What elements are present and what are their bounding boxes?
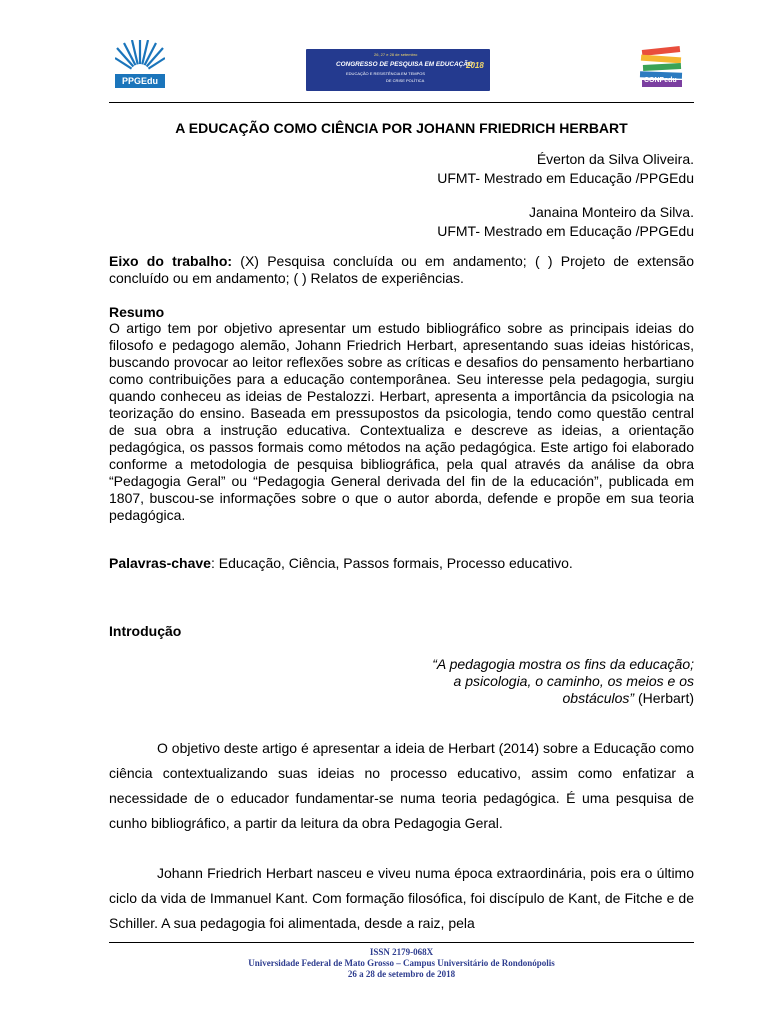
- header-divider: [109, 102, 694, 103]
- author-name: Janaina Monteiro da Silva.: [529, 204, 694, 220]
- footer-university: Universidade Federal de Mato Grosso – Campus Universitário de Rondonópolis: [248, 958, 555, 968]
- sunburst-icon: [115, 40, 165, 74]
- intro-paragraph-2: Johann Friedrich Herbart nasceu e viveu numa época extraordinária, pois era o último ciclo da vida de Immanuel Kant. Com formação filosófica, foi discípulo de Kant, de Fitche e de Schiller. A sua pedagogia foi alimentada, desde a raiz, pela: [109, 865, 694, 931]
- epigraph-line: a psicologia, o caminho, os meios e os: [453, 673, 694, 689]
- keywords-paragraph: [109, 555, 694, 572]
- banner-subtitle: EDUCAÇÃO E RESISTÊNCIA EM TEMPOS: [346, 71, 426, 76]
- author-name: Éverton da Silva Oliveira.: [536, 151, 694, 167]
- banner-title: CONGRESSO DE PESQUISA EM EDUCAÇÃO: [336, 61, 473, 68]
- keywords-text: : Educação, Ciência, Passos formais, Processo educativo.: [210, 555, 573, 571]
- paper-title: A EDUCAÇÃO COMO CIÊNCIA POR JOHANN FRIEDRICH HERBART: [175, 120, 628, 136]
- footer-divider: [109, 942, 694, 943]
- eixo-label: Eixo do trabalho:: [109, 253, 233, 269]
- footer-dates: 26 a 28 de setembro de 2018: [347, 969, 456, 979]
- author-affiliation: UFMT- Mestrado em Educação /PPGEdu: [437, 223, 694, 239]
- resumo-text: O artigo tem por objetivo apresentar um estudo bibliográfico sobre as principais ideias do filosofo e pedagogo alemão, Johann Friedrich Herbart, apresentando suas ideias históricas, buscando provocar ao leitor reflexões sobre as críticas e desafios do pensamento herbartiano como contribuições para a educação contemporânea. Seu interesse pela pedagogia, surgiu quando conheceu as ideias de Pestalozzi. Herbart, apresenta a importância da psicologia na teorização do ensino. Baseada em pressupostos da psicologia, tendo como questão central de sua obra a instrução educativa. Contextualiza e descreve as ideias, a orientação pedagógica, os passos formais como métodos na ação pedagógica. Este artigo foi elaborado conforme a metodologia de pesquisa bibliográfica, pela qual através da análise da obra “Pedagogia Geral” ou “Pedagogia General derivada del fin de la educación”, publicada em 1807, buscou-se informações sobre o que o autor aborda, defende e propõe em sua teoria pedagógica.: [109, 320, 694, 523]
- intro-heading: Introdução: [109, 623, 182, 639]
- banner-date: 26, 27 e 28 de setembro: [374, 52, 418, 57]
- footer-issn: ISSN 2179-068X: [369, 947, 434, 957]
- author-block-2: [437, 203, 694, 241]
- intro-paragraph-1: O objetivo deste artigo é apresentar a ideia de Herbart (2014) sobre a Educação como ciência contextualizando suas ideias no processo educativo, assim como enfatizar a necessidade de o educador fundamentar-se numa teoria pedagógica. É uma pesquisa de cunho bibliográfico, a partir da leitura da obra Pedagogia Geral.: [109, 740, 694, 831]
- author-affiliation: UFMT- Mestrado em Educação /PPGEdu: [437, 170, 694, 186]
- author-block-1: [437, 150, 694, 188]
- congress-banner: [306, 49, 490, 91]
- banner-subtitle-2: DE CRISE POLÍTICA: [386, 78, 425, 83]
- epigraph-author: (Herbart): [634, 690, 694, 706]
- ppgedu-logo-text: PPGEdu: [115, 74, 165, 88]
- eixo-text: (X) Pesquisa concluída ou em andamento; ( ) Projeto de extensão concluído ou em andamento; ( ) Relatos de experiências.: [109, 253, 695, 286]
- epigraph-line: obstáculos”: [562, 690, 635, 706]
- conpedu-logo: [638, 44, 686, 92]
- epigraph-line: “A pedagogia mostra os fins da educação;: [432, 656, 694, 672]
- conpedu-logo-text: CONPedu: [644, 77, 677, 84]
- banner-year: 2018: [466, 61, 484, 70]
- keywords-label: Palavras-chave: [109, 555, 211, 571]
- eixo-paragraph: [109, 253, 694, 287]
- resumo-heading: Resumo: [109, 304, 165, 320]
- books-icon: [638, 44, 686, 92]
- epigraph: [432, 656, 694, 707]
